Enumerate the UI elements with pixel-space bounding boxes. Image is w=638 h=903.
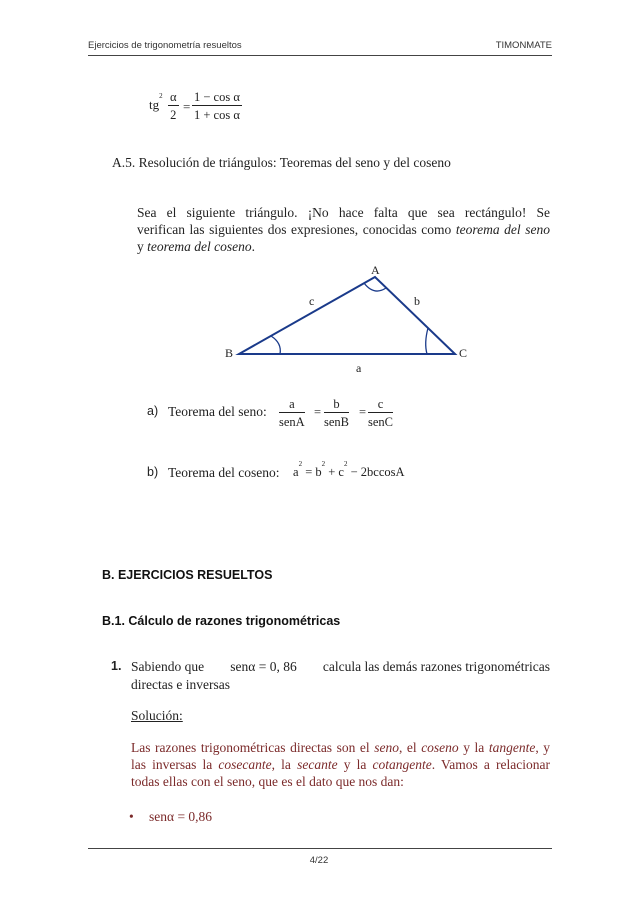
coseno-exp-c: 2 [343,460,348,468]
page-number: 4/22 [309,855,329,866]
coseno-term-rest: − 2bccosA [347,465,405,480]
seno-equals-2: = [359,405,367,419]
seno-fraction-c-den: senC [368,415,393,429]
sol-l2-text-a: las inversas la [131,757,219,772]
side-c-label: c [309,294,315,308]
exercise-1-number: 1. [111,659,122,673]
sol-l1-text-a: Las razones trigonométricas directas son el [131,740,375,755]
triangle-shape [239,277,455,354]
exercise-1-line2: directas e inversas [131,677,230,692]
formula-tg-lhs: tg [149,97,160,112]
formula-tg-rhs-den: 1 + cos α [194,108,240,122]
seno-equals-1: = [314,405,322,419]
sol-l2-text-d: . Vamos a relacionar [431,757,551,772]
sol-l1-seno: seno [374,740,399,755]
teorema-coseno-label: Teorema del coseno: [168,465,280,480]
para-line3-end: . [251,239,255,254]
formula-tg-exp: 2 [159,91,163,100]
exercise-1-line1 [131,658,550,675]
seno-fraction-c [368,397,393,429]
vertex-b-label: B [225,346,234,360]
vertex-c-label: C [459,346,468,360]
formula-tg-rhs-num: 1 − cos α [194,90,240,104]
sol-l2-cosecante: cosecante [218,757,272,772]
para-line2-text: verifican las siguientes dos expresiones, conocidas como [137,222,456,237]
sol-l2-secante: secante [297,757,338,772]
sol-l1-text-b: , el [398,740,422,755]
sol-l1-text-c: y la [458,740,489,755]
section-b-title: B. EJERCICIOS RESUELTOS [102,568,273,582]
footer-rule [88,848,552,849]
sol-l2-text-c: y la [337,757,373,772]
solution-line2 [131,756,550,773]
coseno-term-b: = b [302,465,322,480]
sol-l2-cotangente: cotangente [372,757,432,772]
teorema-coseno-marker: b) [147,465,159,479]
solution-label: Solución: [131,708,183,723]
teorema-seno-label: Teorema del seno: [168,404,267,419]
seno-fraction-c-num: c [368,397,393,413]
exercise-1-sen-value: senα = 0, 86 [230,659,297,674]
vertex-a-label: A [371,263,380,277]
teorema-coseno-formula [293,460,405,480]
header-left: Ejercicios de trigonometría resueltos [88,40,242,51]
teorema-seno-marker: a) [147,404,159,418]
angle-b-arc [271,336,280,354]
coseno-term-c: + c [325,465,344,480]
formula-tg-equals: = [183,99,191,114]
sol-l1-coseno: coseno [421,740,459,755]
side-b-label: b [414,294,420,308]
exercise-1-text-b: calcula las demás razones trigonométricas [322,659,550,674]
para-line3-text: y [137,239,148,254]
solution-line1 [131,739,550,756]
header-right: TIMONMATE [495,40,552,51]
bullet-sen-value: senα = 0,86 [149,809,213,824]
seno-fraction-a [279,397,305,429]
formula-tg-num: α [170,90,177,104]
bullet-marker: • [129,809,134,824]
coseno-exp-a: 2 [298,460,303,468]
angle-c-arc [426,328,428,354]
seno-fraction-a-num: a [279,397,305,413]
para-line2-emphasis: teorema del seno [455,222,550,237]
section-a5-para-line1: Sea el siguiente triángulo. ¡No hace falta que sea rectángulo! Se [137,205,550,220]
sol-l1-tangente: tangente [488,740,536,755]
formula-tg-den: 2 [170,108,177,122]
coseno-exp-b: 2 [321,460,326,468]
solution-line3: todas ellas con el seno, que es el dato que nos dan: [131,774,404,789]
section-b1-title: B.1. Cálculo de razones trigonométricas [102,614,341,628]
seno-fraction-b-num: b [324,397,349,413]
seno-fraction-b [324,397,349,429]
section-a5-title: A.5. Resolución de triángulos: Teoremas del seno y del coseno [112,155,451,170]
para-line3-emphasis: teorema del coseno [147,239,252,254]
seno-fraction-b-den: senB [324,415,349,429]
exercise-1-text-a: Sabiendo que [131,659,205,674]
seno-fraction-a-den: senA [279,415,305,429]
sol-l1-text-d: , y [535,740,551,755]
coseno-term-a: a [293,465,299,480]
sol-l2-text-b: , la [271,757,298,772]
side-a-label: a [356,361,362,375]
